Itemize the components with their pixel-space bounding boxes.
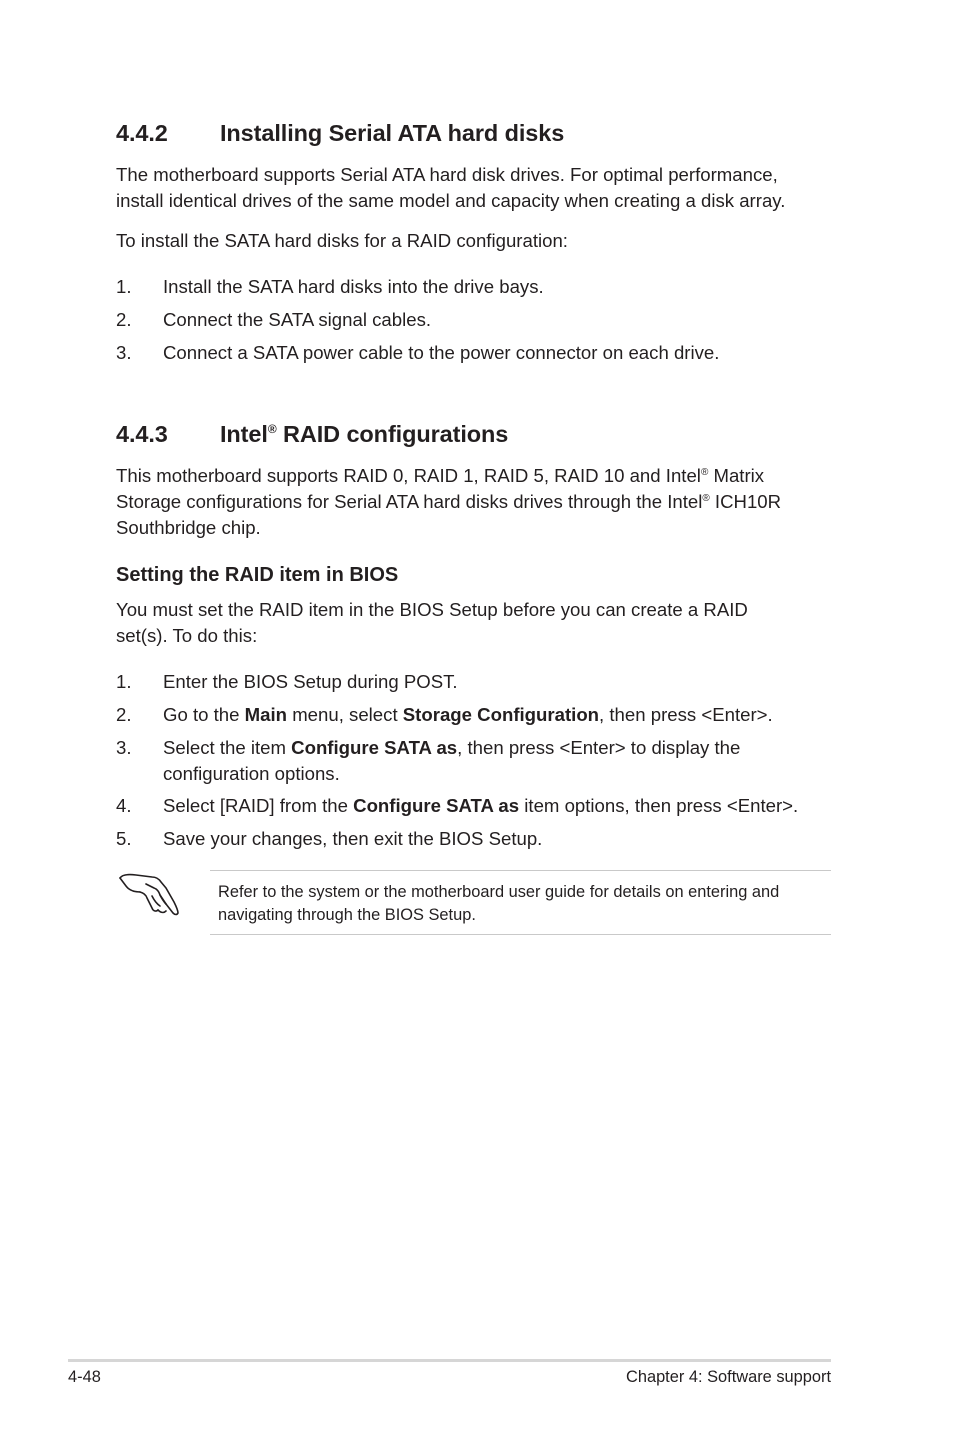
page-number: 4-48 — [68, 1368, 101, 1386]
section-442-intro — [116, 162, 836, 214]
list-item: 3. Select the item Configure SATA as, then press <Enter> to display the configuration options. — [116, 737, 741, 784]
paragraph-line: Southbridge chip. — [116, 517, 261, 538]
note-text: Refer to the system or the motherboard user guide for details on entering and navigating through the BIOS Setup. — [218, 883, 780, 924]
paragraph-line: set(s). To do this: — [116, 625, 258, 646]
section-442-lead: To install the SATA hard disks for a RAID configuration: — [116, 230, 568, 251]
note-box — [210, 870, 831, 935]
section-442-heading — [116, 120, 816, 150]
paragraph-line: Storage configurations for Serial ATA hard disks drives through the Intel® ICH10R — [116, 491, 782, 512]
section-443-heading — [116, 421, 816, 451]
section-title: Installing Serial ATA hard disks — [220, 120, 565, 146]
section-number: 4.4.3 — [116, 421, 168, 447]
footer-divider — [68, 1359, 831, 1362]
paragraph-line: You must set the RAID item in the BIOS Setup before you can create a RAID — [116, 599, 748, 620]
intro-line: The motherboard supports Serial ATA hard disk drives. For optimal performance, — [116, 164, 778, 185]
manual-page: 4.4.2 Installing Serial ATA hard disks The motherboard supports Serial ATA hard disk drives. For optimal performance, install identical drives of the same model and capacity when creating a disk array. To install the SATA hard disks for a RAID configuration: 1. Install the SATA hard disks into the drive bays. 2. Connect the SATA signal cables. 3. Connect a SATA power cable to the power connector on each drive. 4.4.3 Intel® RAID configurations This motherboard supports RAID 0, RAID 1, RAID 5, RAID 10 and Intel® Matrix Storage configurations for Serial ATA hard disks drives through the Intel® ICH10R Southbridge chip. Setting the RAID item in BIOS You must set the RAID item in the BIOS Setup before you can create a RAID set(s). To do this: 1. Enter the BIOS Setup during POST. 2. Go to the Main menu, select Storage Configuration, then press <Enter>. 3. Select the item Configure SATA as, then press <Enter> to display the configuration options. 4. Select [RAID] from the Configure SATA as item options, then press <Enter>. 5. Save your changes, then exit the BIOS Setup. Refer to the system or the motherboard user guide for details on entering and navigating through the BIOS Setup. 4-48 Chapter 4: Software support — [0, 0, 954, 1438]
bios-paragraph — [116, 597, 836, 649]
section-title: Intel® RAID configurations — [220, 421, 509, 447]
section-443-paragraph — [116, 463, 836, 541]
intro-line: install identical drives of the same model and capacity when creating a disk array. — [116, 190, 786, 211]
section-number: 4.4.2 — [116, 120, 168, 146]
chapter-label: Chapter 4: Software support — [626, 1368, 831, 1386]
paragraph-line: This motherboard supports RAID 0, RAID 1, RAID 5, RAID 10 and Intel® Matrix — [116, 465, 765, 486]
pointing-hand-icon — [116, 866, 182, 920]
bios-subheading: Setting the RAID item in BIOS — [116, 564, 399, 586]
